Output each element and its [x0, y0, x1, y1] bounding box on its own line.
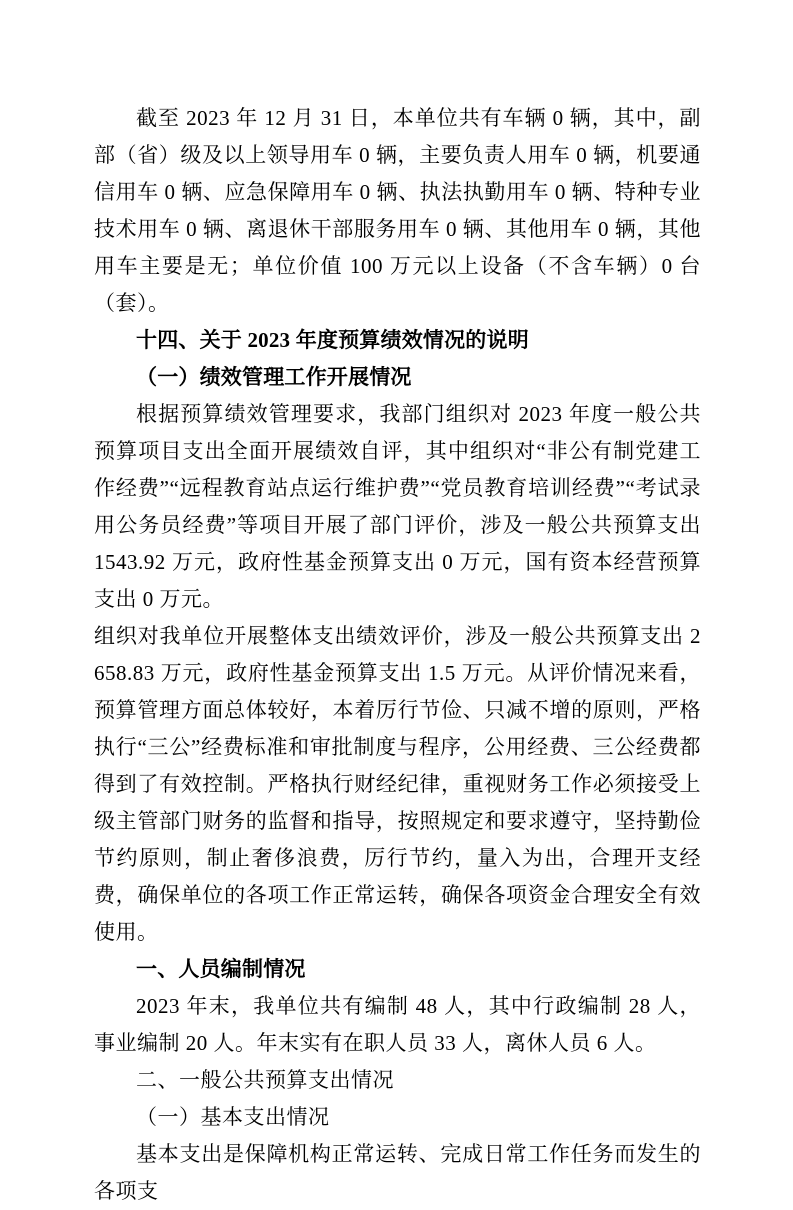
document-body — [94, 100, 701, 1210]
paragraph: 截至 2023 年 12 月 31 日，本单位共有车辆 0 辆，其中，副部（省）级及以上领导用车 0 辆，主要负责人用车 0 辆，机要通信用车 0 辆、应急保障用车 0 辆、执法执勤用车 0 辆、特种专业技术用车 0 辆、离退休干部服务用车 0 辆、其他用车 0 辆，其他用车主要是无；单位价值 100 万元以上设备（不含车辆）0 台（套）。 — [94, 106, 701, 315]
section-heading: 一、人员编制情况 — [136, 957, 306, 981]
paragraph: 根据预算绩效管理要求，我部门组织对 2023 年度一般公共预算项目支出全面开展绩效自评，其中组织对“非公有制党建工作经费”“远程教育站点运行维护费”“党员教育培训经费”“考试录用公务员经费”等项目开展了部门评价，涉及一般公共预算支出 1543.92 万元，政府性基金预算支出 0 万元，国有资本经营预算支出 0 万元。 — [94, 402, 701, 611]
paragraph: 2023 年末，我单位共有编制 48 人，其中行政编制 28 人，事业编制 20 人。年末实有在职人员 33 人，离休人员 6 人。 — [94, 994, 701, 1055]
paragraph: 基本支出是保障机构正常运转、完成日常工作任务而发生的各项支 — [94, 1142, 701, 1203]
paragraph: （一）基本支出情况 — [136, 1105, 330, 1129]
section-heading: （一）绩效管理工作开展情况 — [136, 365, 412, 389]
section-heading: 十四、关于 2023 年度预算绩效情况的说明 — [136, 328, 529, 352]
paragraph: 二、一般公共预算支出情况 — [136, 1068, 394, 1092]
paragraph: 组织对我单位开展整体支出绩效评价，涉及一般公共预算支出 2658.83 万元，政府性基金预算支出 1.5 万元。从评价情况来看，预算管理方面总体较好，本着厉行节俭、只减不增的原则，严格执行“三公”经费标准和审批制度与程序，公用经费、三公经费都得到了有效控制。严格执行财经纪律，重视财务工作必须接受上级主管部门财务的监督和指导，按照规定和要求遵守，坚持勤俭节约原则，制止奢侈浪费，厉行节约，量入为出，合理开支经费，确保单位的各项工作正常运转，确保各项资金合理安全有效使用。 — [94, 624, 701, 944]
